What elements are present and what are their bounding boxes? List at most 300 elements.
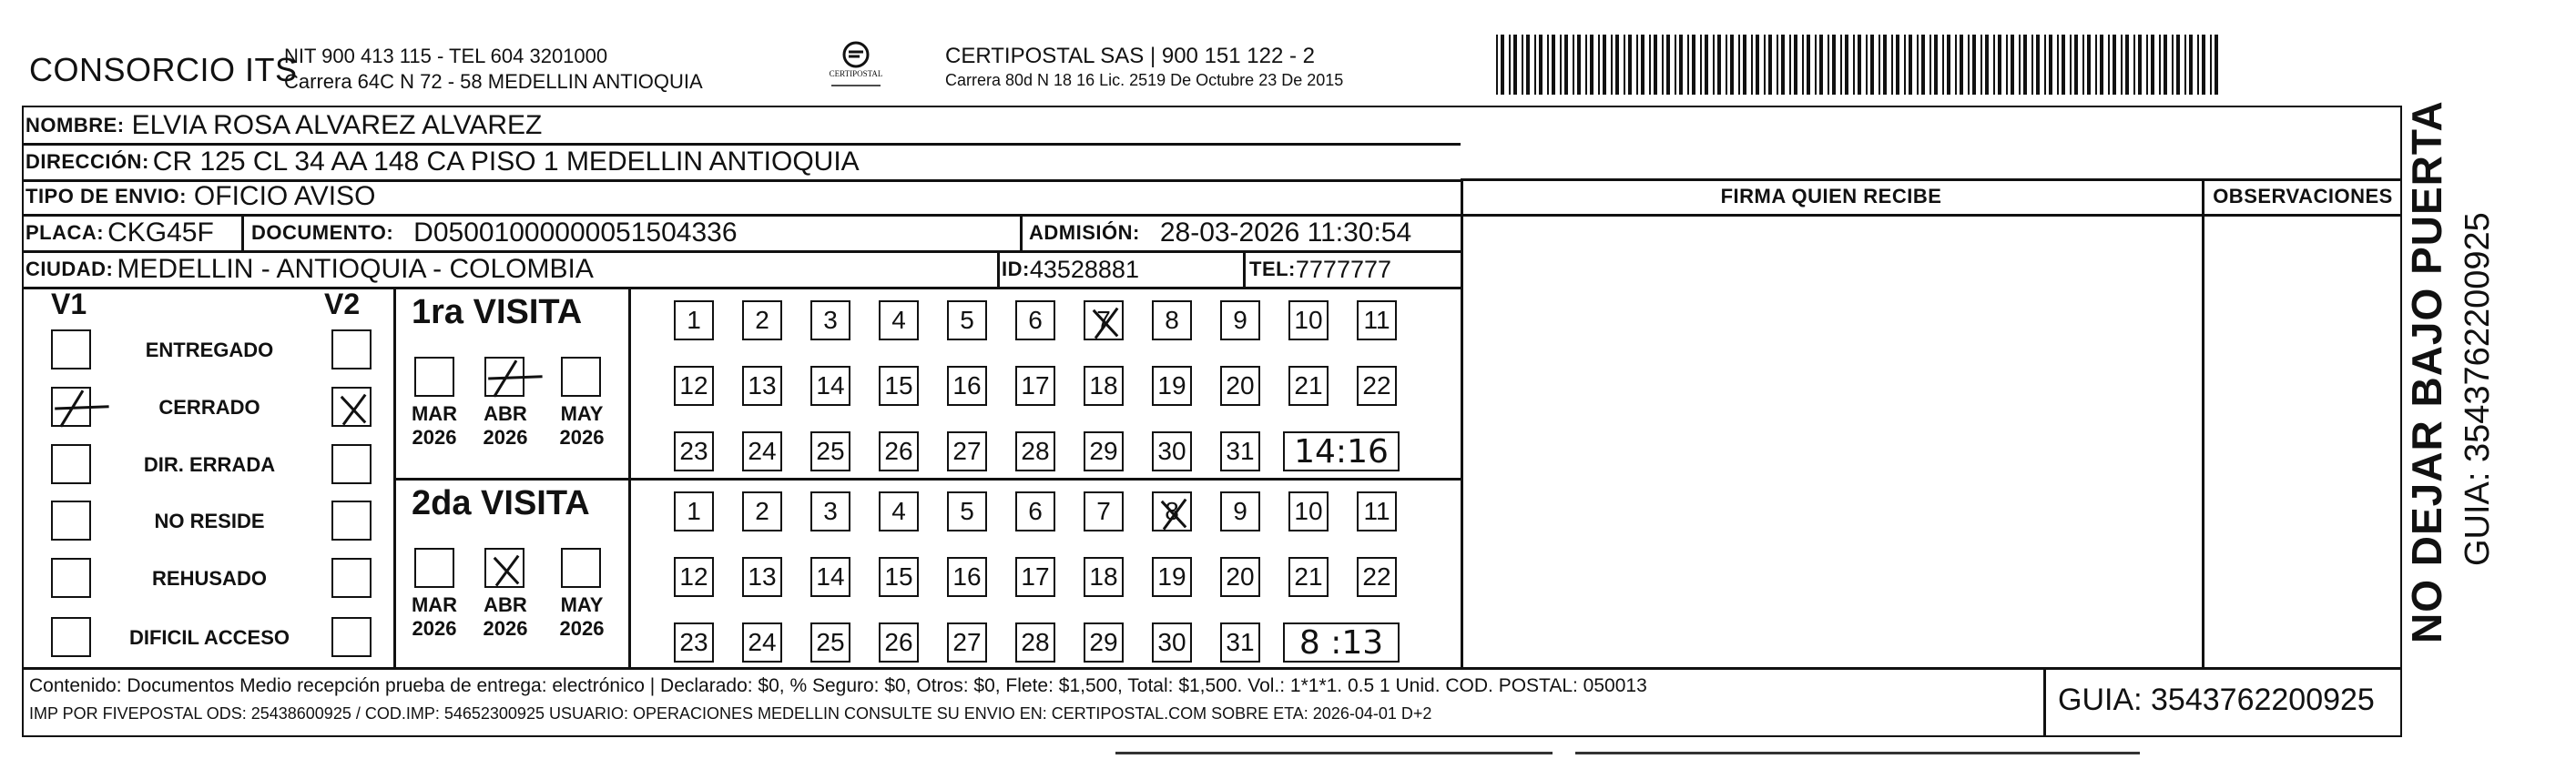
carrier-info bbox=[945, 44, 1343, 91]
day-box[interactable] bbox=[674, 557, 714, 597]
footer-contenido: Contenido: Documentos Medio recepción prueba de entrega: electrónico | Declarado: $0, % Seguro: $0, Otros: $0, Flete: $1,500, Total: $1,500. Vol.: 1*1*1. 0.5 1 Unid. COD. POSTAL: 050013 bbox=[29, 675, 1647, 696]
day-box[interactable] bbox=[1288, 300, 1329, 340]
day-box[interactable] bbox=[879, 622, 919, 663]
day-number: 31 bbox=[1226, 628, 1255, 656]
barcode-bar bbox=[1853, 35, 1855, 95]
day-number: 22 bbox=[1362, 371, 1391, 400]
day-box[interactable] bbox=[1015, 622, 1055, 663]
barcode-bar bbox=[1598, 35, 1600, 95]
barcode-bar bbox=[1501, 35, 1504, 95]
day-box[interactable] bbox=[1084, 366, 1124, 406]
barcode-bar bbox=[1929, 35, 1931, 95]
day-number: 16 bbox=[952, 371, 982, 400]
day-number: 17 bbox=[1021, 371, 1050, 400]
day-box[interactable] bbox=[879, 300, 919, 340]
day-box[interactable] bbox=[947, 622, 987, 663]
month-year: 2026 bbox=[483, 617, 528, 640]
v2-checkbox[interactable] bbox=[331, 329, 372, 369]
barcode-bar bbox=[1641, 35, 1644, 95]
day-number: 23 bbox=[679, 437, 708, 465]
day-box[interactable] bbox=[810, 366, 850, 406]
barcode-bar bbox=[2006, 35, 2008, 95]
month-name: MAY bbox=[560, 593, 604, 616]
day-number: 31 bbox=[1226, 437, 1255, 465]
barcode-bar bbox=[1942, 35, 1944, 95]
day-box[interactable] bbox=[1152, 366, 1192, 406]
reason-label: DIR. ERRADA bbox=[143, 453, 276, 476]
day-number: 15 bbox=[884, 562, 913, 591]
day-number: 18 bbox=[1089, 562, 1118, 591]
day-box[interactable] bbox=[1288, 557, 1329, 597]
day-number: 2 bbox=[755, 306, 769, 334]
visit-time: 8 :13 bbox=[1298, 623, 1384, 662]
day-number: 28 bbox=[1021, 628, 1050, 656]
day-box[interactable] bbox=[810, 431, 850, 471]
v2-checkbox[interactable] bbox=[331, 387, 372, 427]
observaciones-header bbox=[2204, 179, 2402, 214]
cell-divider bbox=[997, 250, 1000, 288]
day-box[interactable] bbox=[879, 557, 919, 597]
day-box[interactable] bbox=[1084, 491, 1124, 531]
barcode-bar bbox=[1636, 35, 1638, 95]
day-box[interactable] bbox=[1015, 431, 1055, 471]
reason-label: ENTREGADO bbox=[145, 339, 274, 361]
barcode-bar bbox=[1730, 35, 1734, 95]
barcode-bar bbox=[1807, 35, 1810, 95]
column-divider bbox=[1461, 179, 1463, 667]
admision-label: ADMISIÓN: bbox=[1029, 221, 1140, 244]
month-label bbox=[550, 402, 614, 450]
v1-header: V1 bbox=[51, 288, 87, 320]
month-name: MAR bbox=[411, 402, 458, 425]
v2-checkbox[interactable] bbox=[331, 558, 372, 598]
barcode-bar bbox=[2202, 35, 2205, 95]
visit-divider bbox=[628, 287, 631, 667]
barcode-bar bbox=[1692, 35, 1695, 95]
month-name: MAR bbox=[411, 593, 458, 616]
nombre-row bbox=[25, 107, 542, 144]
day-box[interactable] bbox=[1357, 557, 1397, 597]
barcode-bar bbox=[1628, 35, 1632, 95]
day-box[interactable] bbox=[879, 431, 919, 471]
day-number: 7 bbox=[1096, 497, 1111, 525]
visit-time: 14:16 bbox=[1294, 432, 1389, 471]
month-year: 2026 bbox=[483, 426, 528, 449]
day-number: 3 bbox=[823, 306, 838, 334]
day-number: 9 bbox=[1233, 306, 1247, 334]
barcode-bar bbox=[2159, 35, 2161, 95]
day-number: 21 bbox=[1294, 562, 1323, 591]
month-checkbox[interactable] bbox=[484, 357, 524, 397]
day-box[interactable] bbox=[1015, 557, 1055, 597]
day-number: 13 bbox=[748, 371, 777, 400]
scan-line bbox=[1575, 752, 2140, 754]
day-number: 11 bbox=[1363, 497, 1390, 525]
month-checkbox[interactable] bbox=[414, 548, 454, 588]
direccion-label: DIRECCIÓN: bbox=[25, 150, 149, 173]
barcode-bar bbox=[2133, 35, 2135, 95]
barcode-bar bbox=[1513, 35, 1517, 95]
day-box[interactable] bbox=[1288, 366, 1329, 406]
month-name: ABR bbox=[484, 402, 527, 425]
barcode-bar bbox=[1896, 35, 1899, 95]
day-box[interactable] bbox=[742, 431, 782, 471]
month-checkbox[interactable] bbox=[414, 357, 454, 397]
day-box[interactable] bbox=[742, 557, 782, 597]
barcode-bar bbox=[1960, 35, 1963, 95]
barcode-bar bbox=[1738, 35, 1740, 95]
day-number: 20 bbox=[1226, 371, 1255, 400]
documento-cell bbox=[251, 215, 738, 251]
day-box[interactable] bbox=[1357, 300, 1397, 340]
day-number: 13 bbox=[748, 562, 777, 591]
day-box[interactable] bbox=[1220, 557, 1260, 597]
barcode-bar bbox=[1687, 35, 1689, 95]
day-box[interactable] bbox=[1152, 491, 1192, 531]
barcode-bar bbox=[1713, 35, 1715, 95]
day-box[interactable] bbox=[810, 491, 850, 531]
company-info bbox=[284, 44, 703, 95]
carrier-name: CERTIPOSTAL SAS | 900 151 122 - 2 bbox=[945, 44, 1315, 68]
barcode-bar bbox=[1624, 35, 1625, 95]
firma-label: FIRMA QUIEN RECIBE bbox=[1720, 185, 1942, 207]
reasons-divider bbox=[393, 287, 396, 667]
day-box[interactable] bbox=[879, 366, 919, 406]
barcode-bar bbox=[1828, 35, 1829, 95]
barcode-bar bbox=[1615, 35, 1619, 95]
day-box[interactable] bbox=[947, 557, 987, 597]
day-number: 12 bbox=[679, 562, 708, 591]
day-box[interactable] bbox=[879, 491, 919, 531]
day-number: 23 bbox=[679, 628, 708, 656]
ciudad-cell bbox=[25, 251, 594, 288]
admision-value: 28-03-2026 11:30:54 bbox=[1159, 218, 1412, 248]
day-number: 5 bbox=[960, 497, 974, 525]
day-number: 29 bbox=[1089, 437, 1118, 465]
day-number: 30 bbox=[1157, 437, 1186, 465]
carrier-license: Carrera 80d N 18 16 Lic. 2519 De Octubre 23 De 2015 bbox=[945, 71, 1344, 89]
day-number: 10 bbox=[1294, 497, 1323, 525]
barcode-bar bbox=[2100, 35, 2103, 95]
company-name: CONSORCIO ITS bbox=[29, 51, 298, 88]
barcode-bar bbox=[1679, 35, 1683, 95]
reason-label: REHUSADO bbox=[152, 567, 267, 590]
barcode-bar bbox=[1764, 35, 1766, 95]
barcode-bar bbox=[1870, 35, 1874, 95]
barcode-bar bbox=[1534, 35, 1536, 95]
day-number: 7 bbox=[1096, 306, 1111, 334]
visit-2-title: 2da VISITA bbox=[412, 484, 590, 522]
barcode-bar bbox=[1819, 35, 1823, 95]
barcode-bar bbox=[2210, 35, 2212, 95]
day-box[interactable] bbox=[810, 300, 850, 340]
day-box[interactable] bbox=[742, 300, 782, 340]
day-number: 22 bbox=[1362, 562, 1391, 591]
day-box[interactable] bbox=[674, 491, 714, 531]
day-box[interactable] bbox=[674, 622, 714, 663]
barcode-bar bbox=[1547, 35, 1549, 95]
v2-checkbox[interactable] bbox=[331, 501, 372, 541]
day-number: 21 bbox=[1294, 371, 1323, 400]
barcode-bar bbox=[1904, 35, 1906, 95]
barcode-bar bbox=[2172, 35, 2174, 95]
barcode-bar bbox=[2049, 35, 2052, 95]
tipo-row bbox=[25, 179, 375, 214]
company-address: Carrera 64C N 72 - 58 MEDELLIN ANTIOQUIA bbox=[284, 70, 703, 93]
barcode-bar bbox=[1891, 35, 1893, 95]
barcode-bar bbox=[1585, 35, 1587, 95]
month-checkbox[interactable] bbox=[561, 357, 601, 397]
day-box[interactable] bbox=[947, 300, 987, 340]
day-number: 4 bbox=[891, 497, 906, 525]
ciudad-value: MEDELLIN - ANTIOQUIA - COLOMBIA bbox=[117, 254, 594, 284]
day-box[interactable] bbox=[1152, 431, 1192, 471]
month-checkbox[interactable] bbox=[484, 548, 524, 588]
month-year: 2026 bbox=[559, 426, 605, 449]
barcode-bar bbox=[1768, 35, 1772, 95]
id-label: ID: bbox=[1002, 258, 1030, 280]
day-box[interactable] bbox=[947, 491, 987, 531]
day-number: 25 bbox=[816, 437, 845, 465]
nombre-label: NOMBRE: bbox=[25, 114, 125, 137]
barcode-bar bbox=[1496, 35, 1498, 95]
day-box[interactable] bbox=[674, 300, 714, 340]
barcode-bar bbox=[1654, 35, 1657, 95]
day-box[interactable] bbox=[1152, 300, 1192, 340]
day-number: 26 bbox=[884, 437, 913, 465]
tipo-label: TIPO DE ENVIO: bbox=[25, 185, 187, 207]
barcode-bar bbox=[2036, 35, 2040, 95]
barcode-bar bbox=[1666, 35, 1670, 95]
day-number: 11 bbox=[1363, 306, 1390, 334]
barcode-bar bbox=[1509, 35, 1511, 95]
day-box[interactable] bbox=[1152, 557, 1192, 597]
day-box[interactable] bbox=[1015, 491, 1055, 531]
barcode-bar bbox=[1815, 35, 1817, 95]
footer-guia: GUIA: 3543762200925 bbox=[2058, 683, 2375, 717]
day-box[interactable] bbox=[1152, 622, 1192, 663]
day-box[interactable] bbox=[1220, 431, 1260, 471]
barcode bbox=[1496, 35, 2219, 95]
day-number: 27 bbox=[952, 437, 982, 465]
day-box[interactable] bbox=[1084, 431, 1124, 471]
nombre-value: ELVIA ROSA ALVAREZ ALVAREZ bbox=[131, 110, 543, 140]
day-box[interactable] bbox=[1220, 300, 1260, 340]
tipo-value: OFICIO AVISO bbox=[193, 181, 376, 211]
side-guia: GUIA: 3543762200925 bbox=[2459, 212, 2497, 566]
cell-divider bbox=[241, 214, 244, 251]
barcode-bar bbox=[2215, 35, 2218, 95]
barcode-bar bbox=[2146, 35, 2148, 95]
id-value: 43528881 bbox=[1029, 255, 1139, 283]
barcode-bar bbox=[1917, 35, 1919, 95]
month-year: 2026 bbox=[412, 426, 457, 449]
day-box[interactable] bbox=[1220, 366, 1260, 406]
barcode-bar bbox=[1675, 35, 1676, 95]
barcode-bar bbox=[1921, 35, 1925, 95]
barcode-bar bbox=[2023, 35, 2027, 95]
barcode-bar bbox=[1840, 35, 1842, 95]
v2-checkbox[interactable] bbox=[331, 444, 372, 484]
handwritten-mark-icon bbox=[1085, 302, 1125, 342]
barcode-bar bbox=[1705, 35, 1708, 95]
month-label bbox=[402, 402, 466, 450]
barcode-bar bbox=[1845, 35, 1848, 95]
day-box[interactable] bbox=[1357, 491, 1397, 531]
barcode-bar bbox=[2125, 35, 2129, 95]
v2-header: V2 bbox=[324, 288, 361, 320]
barcode-bar bbox=[1802, 35, 1804, 95]
day-number: 25 bbox=[816, 628, 845, 656]
barcode-bar bbox=[1858, 35, 1861, 95]
visit-time-box[interactable] bbox=[1283, 431, 1400, 471]
day-number: 3 bbox=[823, 497, 838, 525]
day-number: 26 bbox=[884, 628, 913, 656]
barcode-bar bbox=[1717, 35, 1721, 95]
barcode-bar bbox=[1577, 35, 1581, 95]
barcode-bar bbox=[1955, 35, 1957, 95]
direccion-value: CR 125 CL 34 AA 148 CA PISO 1 MEDELLIN ANTIOQUIA bbox=[152, 147, 860, 177]
v2-checkbox[interactable] bbox=[331, 617, 372, 657]
day-box[interactable] bbox=[674, 366, 714, 406]
day-box[interactable] bbox=[1288, 491, 1329, 531]
day-box[interactable] bbox=[1220, 491, 1260, 531]
barcode-bar bbox=[1649, 35, 1651, 95]
barcode-bar bbox=[2031, 35, 2033, 95]
barcode-bar bbox=[1879, 35, 1880, 95]
day-box[interactable] bbox=[742, 622, 782, 663]
day-number: 19 bbox=[1157, 562, 1186, 591]
handwritten-mark-icon bbox=[1154, 493, 1194, 533]
barcode-bar bbox=[1522, 35, 1523, 95]
day-box[interactable] bbox=[810, 557, 850, 597]
barcode-bar bbox=[1564, 35, 1568, 95]
day-number: 12 bbox=[679, 371, 708, 400]
day-number: 1 bbox=[687, 306, 701, 334]
day-box[interactable] bbox=[1084, 300, 1124, 340]
day-number: 24 bbox=[748, 628, 777, 656]
day-box[interactable] bbox=[810, 622, 850, 663]
reason-label: NO RESIDE bbox=[154, 510, 265, 532]
placa-label: PLACA: bbox=[25, 221, 105, 244]
visit-time-box[interactable] bbox=[1283, 622, 1400, 663]
handwritten-mark-icon bbox=[333, 389, 373, 429]
day-box[interactable] bbox=[1357, 366, 1397, 406]
barcode-bar bbox=[1743, 35, 1746, 95]
firma-header bbox=[1461, 179, 2202, 214]
handwritten-mark-icon bbox=[486, 359, 526, 399]
id-cell bbox=[1002, 251, 1139, 288]
barcode-bar bbox=[1662, 35, 1664, 95]
month-year: 2026 bbox=[559, 617, 605, 640]
tel-value: 7777777 bbox=[1295, 255, 1392, 283]
reason-label: DIFICIL ACCESO bbox=[128, 626, 290, 649]
scan-line bbox=[1115, 752, 1553, 754]
day-number: 29 bbox=[1089, 628, 1118, 656]
barcode-bar bbox=[1934, 35, 1938, 95]
month-label bbox=[402, 593, 466, 641]
barcode-bar bbox=[2184, 35, 2186, 95]
barcode-icon bbox=[1496, 35, 2219, 95]
barcode-bar bbox=[2019, 35, 2021, 95]
barcode-bar bbox=[1883, 35, 1887, 95]
barcode-bar bbox=[1756, 35, 1759, 95]
day-box[interactable] bbox=[947, 431, 987, 471]
tel-label: TEL: bbox=[1249, 258, 1296, 280]
logo-text: CERTIPOSTAL bbox=[829, 69, 883, 78]
day-box[interactable] bbox=[1084, 557, 1124, 597]
day-number: 30 bbox=[1157, 628, 1186, 656]
company-nit: NIT 900 413 115 - TEL 604 3201000 bbox=[284, 45, 608, 67]
tel-cell bbox=[1249, 251, 1391, 288]
day-box[interactable] bbox=[1015, 300, 1055, 340]
barcode-bar bbox=[1947, 35, 1950, 95]
barcode-bar bbox=[2138, 35, 2142, 95]
day-box[interactable] bbox=[1015, 366, 1055, 406]
month-checkbox[interactable] bbox=[561, 548, 601, 588]
footer-imp: IMP POR FIVEPOSTAL ODS: 25438600925 / COD.IMP: 54652300925 USUARIO: OPERACIONES MEDELLIN CONSULTE SU ENVIO EN: CERTIPOSTAL.COM SOBRE ETA: 2026-04-01 D+2 bbox=[29, 704, 1432, 723]
month-name: MAY bbox=[560, 402, 604, 425]
day-number: 8 bbox=[1165, 497, 1179, 525]
day-number: 14 bbox=[816, 371, 845, 400]
barcode-bar bbox=[1794, 35, 1797, 95]
ciudad-label: CIUDAD: bbox=[25, 258, 114, 280]
barcode-bar bbox=[1552, 35, 1555, 95]
day-number: 24 bbox=[748, 437, 777, 465]
cell-divider bbox=[1020, 214, 1023, 251]
day-box[interactable] bbox=[1084, 622, 1124, 663]
barcode-bar bbox=[2189, 35, 2193, 95]
day-box[interactable] bbox=[742, 366, 782, 406]
day-number: 8 bbox=[1165, 306, 1179, 334]
barcode-bar bbox=[1985, 35, 1989, 95]
reason-label: CERRADO bbox=[158, 396, 260, 419]
placa-value: CKG45F bbox=[107, 218, 214, 248]
barcode-bar bbox=[1726, 35, 1727, 95]
barcode-bar bbox=[1539, 35, 1543, 95]
barcode-bar bbox=[1968, 35, 1970, 95]
day-number: 28 bbox=[1021, 437, 1050, 465]
barcode-bar bbox=[1866, 35, 1868, 95]
day-box[interactable] bbox=[674, 431, 714, 471]
day-number: 27 bbox=[952, 628, 982, 656]
day-number: 14 bbox=[816, 562, 845, 591]
day-box[interactable] bbox=[742, 491, 782, 531]
barcode-bar bbox=[2062, 35, 2065, 95]
barcode-bar bbox=[1560, 35, 1562, 95]
barcode-bar bbox=[2176, 35, 2180, 95]
direccion-row bbox=[25, 144, 860, 180]
barcode-bar bbox=[2082, 35, 2084, 95]
barcode-bar bbox=[1573, 35, 1574, 95]
cell-divider bbox=[2043, 667, 2046, 737]
day-box[interactable] bbox=[1220, 622, 1260, 663]
day-number: 16 bbox=[952, 562, 982, 591]
barcode-bar bbox=[1832, 35, 1836, 95]
barcode-bar bbox=[2044, 35, 2046, 95]
day-box[interactable] bbox=[947, 366, 987, 406]
day-number: 20 bbox=[1226, 562, 1255, 591]
month-label bbox=[473, 402, 537, 450]
barcode-bar bbox=[2164, 35, 2167, 95]
barcode-bar bbox=[1526, 35, 1530, 95]
barcode-bar bbox=[2151, 35, 2154, 95]
barcode-bar bbox=[1611, 35, 1613, 95]
day-number: 6 bbox=[1028, 497, 1043, 525]
barcode-bar bbox=[2087, 35, 2091, 95]
documento-value: D05001000000051504336 bbox=[413, 218, 738, 248]
handwritten-mark-icon bbox=[486, 550, 526, 590]
